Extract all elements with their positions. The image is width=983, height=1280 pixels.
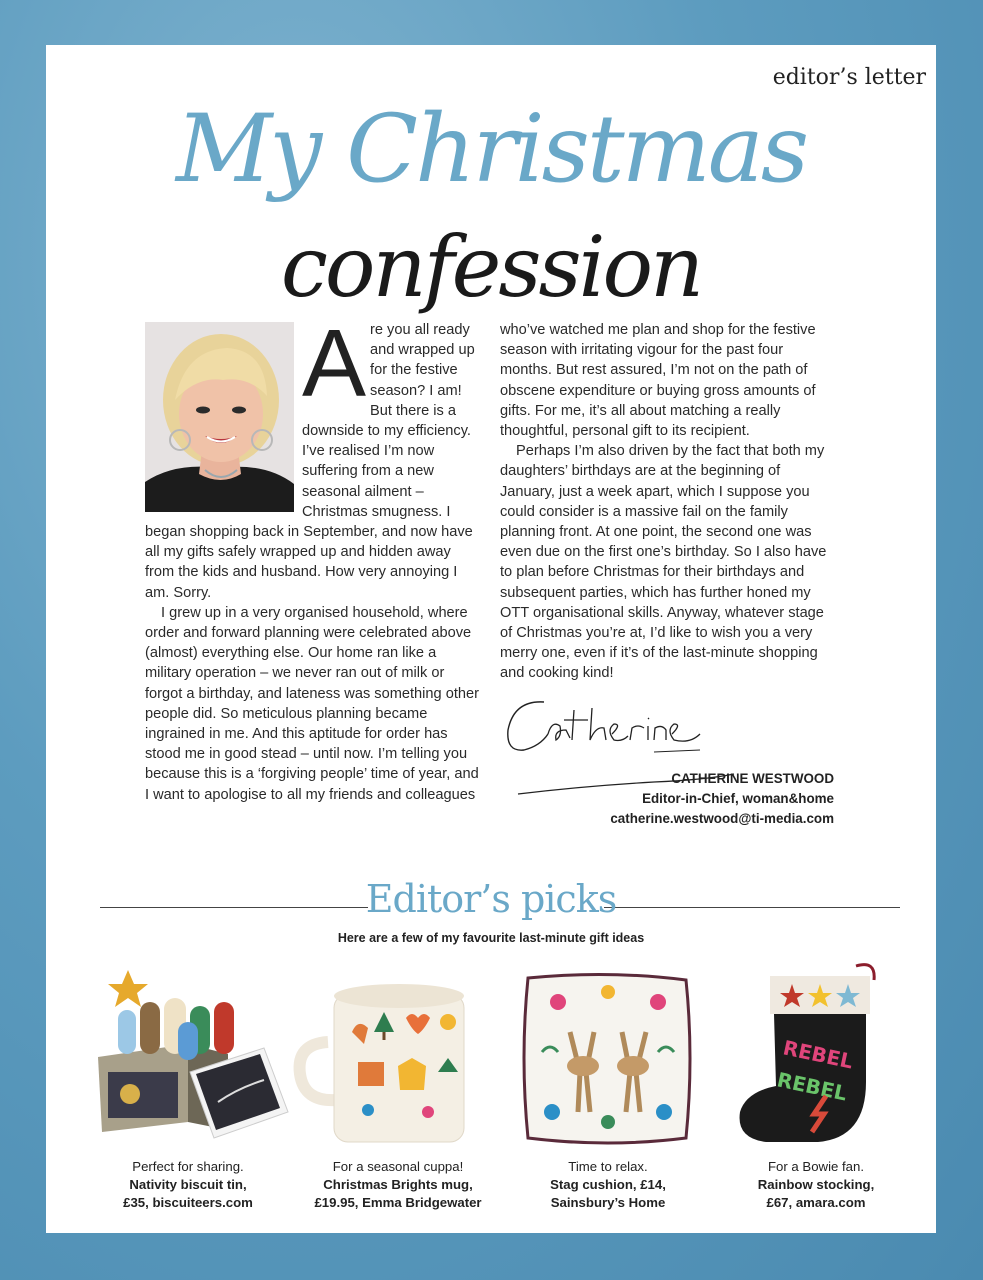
pick-caption bbox=[706, 1158, 926, 1212]
editor-signature-block bbox=[610, 769, 834, 829]
article-paragraph: who’ve watched me plan and shop for the festive season with irritating vigour for the past four months. But rest assured, I’m not on the path of obscene expenditure or buying gross amounts of gifts. For me, it’s all about matching a really thoughtful, personal gift to its recipient. bbox=[500, 322, 816, 440]
svg-text:REBEL: REBEL bbox=[780, 1035, 856, 1074]
pick-caption bbox=[78, 1158, 298, 1212]
article-column-1 bbox=[145, 310, 480, 805]
pick-product: Stag cushion, £14, bbox=[550, 1177, 666, 1192]
picks-subtitle: Here are a few of my favourite last-minute gift ideas bbox=[337, 931, 645, 945]
pick-product: Rainbow stocking, bbox=[757, 1177, 875, 1192]
headline-line-1: My Christmas bbox=[175, 95, 807, 204]
section-label: editor’s letter bbox=[772, 65, 926, 90]
editor-email: catherine.westwood@ti-media.com bbox=[610, 811, 834, 826]
svg-text:REBEL: REBEL bbox=[774, 1067, 850, 1106]
pick-product: Nativity biscuit tin, bbox=[129, 1177, 247, 1192]
pick-product: Christmas Brights mug, bbox=[323, 1177, 473, 1192]
editor-name: CATHERINE WESTWOOD bbox=[671, 771, 834, 786]
pick-item-mug bbox=[288, 962, 508, 1262]
article-paragraph: re you all ready and wrapped up for the festive season? I am! But there is a downside to my efficiency. I’ve realised I’m now suffering from a new seasonal ailment – Christmas smugness. I began shopping back in September, and now have all my gifts safely wrapped up and hidden away from the kids and husband. How very annoying I am. Sorry. bbox=[145, 322, 475, 601]
pick-price: Sainsbury’s Home bbox=[550, 1195, 666, 1210]
editor-role: Editor-in-Chief, woman&home bbox=[642, 791, 834, 806]
stag-cushion-image bbox=[498, 962, 718, 1152]
pick-item-cushion bbox=[498, 962, 718, 1262]
pick-item-stocking bbox=[706, 962, 926, 1262]
article-column-2 bbox=[500, 320, 837, 684]
rainbow-stocking-image bbox=[706, 962, 926, 1152]
pick-intro: Perfect for sharing. bbox=[132, 1159, 244, 1174]
magazine-page bbox=[46, 45, 936, 1233]
pick-caption bbox=[288, 1158, 508, 1212]
nativity-tin-image bbox=[78, 962, 298, 1152]
pick-intro: For a Bowie fan. bbox=[767, 1159, 865, 1174]
headline-line-2: confession bbox=[280, 218, 702, 316]
pick-price: £35, biscuiteers.com bbox=[123, 1195, 253, 1210]
pick-intro: Time to relax. bbox=[568, 1159, 648, 1174]
article-paragraph: I grew up in a very organised household, where order and forward planning were celebrated above (almost) everything else. Our home ran like a military operation – we never ran out of milk or forgot a birthday, and lateness was something other people did. So meticulous planning became ingrained in me. And this aptitude for order has stood me in good stead – until now. I’m telling you because this is a ‘forgiving people’ time of year, and I want to apologise to all my friends and colleagues bbox=[145, 604, 479, 803]
article-paragraph: Perhaps I’m also driven by the fact that both my daughters’ birthdays are at the beginning of January, just a week apart, which I suppose you could consider is a massive fail on the family planning front. At one point, the second one was even due on the first one’s birthday. So I also have to plan before Christmas for their birthdays and subsequent parties, which has further honed my OTT organisational skills. Anyway, whatever stage of Christmas you’re at, I’d like to wish you a very merry one, even if it’s of the last-minute shopping and cooking kind! bbox=[500, 443, 827, 682]
pick-intro: For a seasonal cuppa! bbox=[332, 1159, 464, 1174]
pick-item-nativity-tin bbox=[78, 962, 298, 1262]
mug-image bbox=[288, 962, 508, 1152]
picks-title: Editor’s picks bbox=[365, 877, 617, 921]
pick-caption bbox=[498, 1158, 718, 1212]
pick-price: £19.95, Emma Bridgewater bbox=[314, 1195, 482, 1210]
drop-cap: A bbox=[302, 310, 367, 417]
pick-price: £67, amara.com bbox=[766, 1195, 866, 1210]
